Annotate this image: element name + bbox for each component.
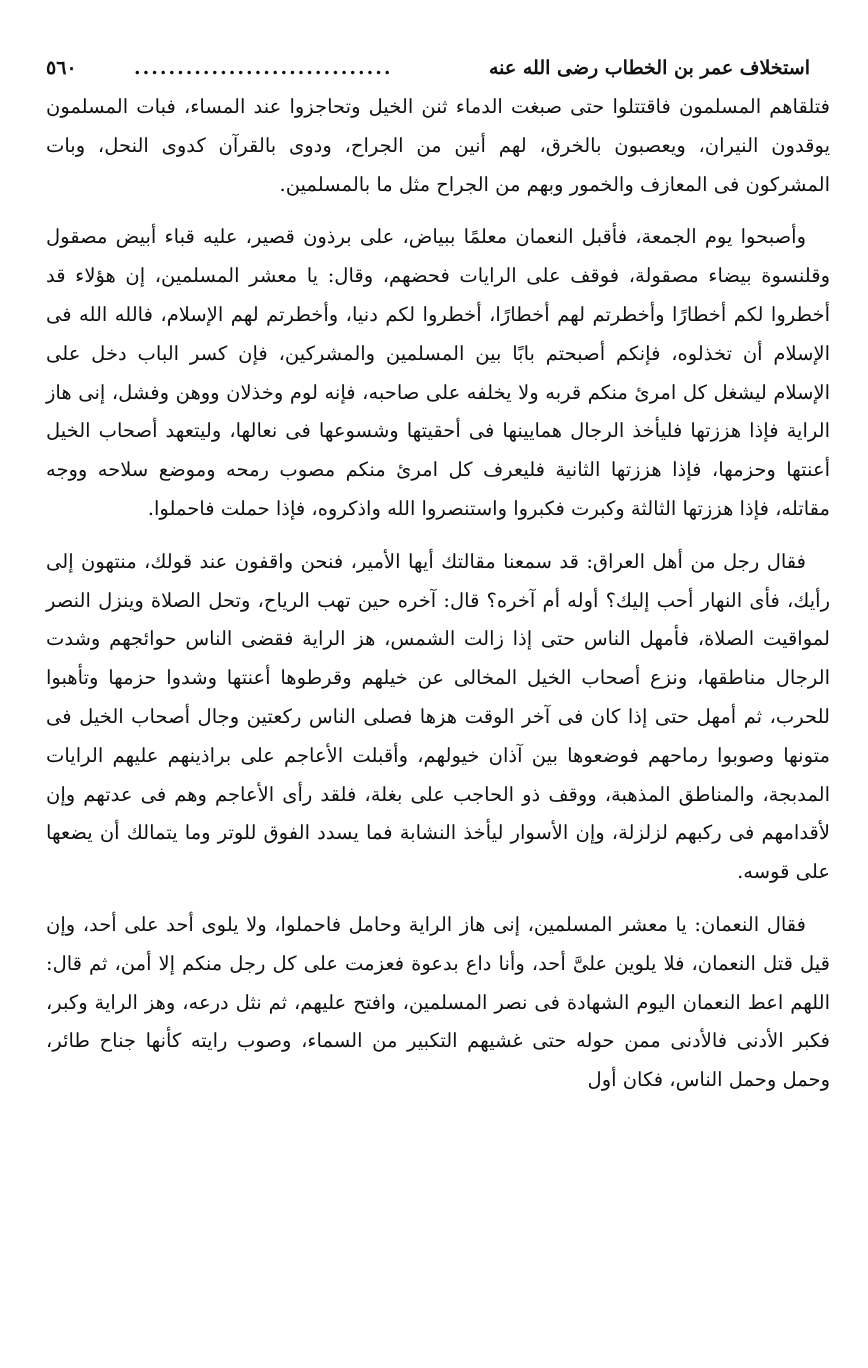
body-text xyxy=(46,88,830,1100)
chapter-title: استخلاف عمر بن الخطاب رضى الله عنه xyxy=(488,57,810,79)
paragraph-3: فقال رجل من أهل العراق: قد سمعنا مقالتك أيها الأمير، فنحن واقفون عند قولك، منتهون إلى رأيك، فأى النهار أحب إليك؟ أوله أم آخره؟ قال: آخره حين تهب الرياح، وتحل الصلاة وينزل النصر لمواقيت الصلاة، فأمهل الناس حتى إذا زالت الشمس، هز الراية فقضى الناس حوائجهم وشدت الرجال مناطقها، ونزع أصحاب الخيل المخالى عن خيلهم وقرطوها أعنتها وشدوا حزمها وتأهبوا للحرب، ثم أمهل حتى إذا كان فى آخر الوقت هزها فصلى الناس ركعتين وجال أصحاب الخيل فى متونها وصوبوا رماحهم فوضعوها بين آذان خيولهم، وأقبلت الأعاجم على براذينهم عليهم الرايات المدبجة، والمناطق المذهبة، ووقف ذو الحاجب على بغلة، فلقد رأى الأعاجم وهم فى عدتهم وإن لأقدامهم فى ركبهم لزلزلة، وإن الأسوار ليأخذ النشابة فما يسدد الفوق للوتر وما يتمالك أن يضعها على قوسه. xyxy=(46,549,830,884)
paragraph-1: فتلقاهم المسلمون فاقتتلوا حتى صبغت الدماء ثنن الخيل وتحاجزوا عند المساء، فبات المسلمون يوقدون النيران، ويعصبون بالخرق، لهم أنين من الجراح، ودوى بالقرآن كدوى النحل، وبات المشركون فى المعازف والخمور وبهم من الجراح مثل ما بالمسلمين. xyxy=(46,95,830,196)
running-header xyxy=(46,48,830,88)
paragraph-4: فقال النعمان: يا معشر المسلمين، إنى هاز الراية وحامل فاحملوا، ولا يلوى أحد على أحد، وإن قيل قتل النعمان، فلا يلوين علىَّ أحد، وأنا داع بدعوة فعزمت على كل رجل منكم إلا أمن، ثم قال: اللهم اعط النعمان اليوم الشهادة فى نصر المسلمين، وافتح عليهم، ثم نثل درعه، وهز الراية وكبر، فكبر الأدنى فالأدنى ممن حوله حتى غشيهم التكبير من السماء، وصوب رايته كأنها جناح طائر، وحمل وحمل الناس، فكان أول xyxy=(46,912,830,1092)
paragraph-2: وأصبحوا يوم الجمعة، فأقبل النعمان معلمًا ببياض، على برذون قصير، عليه قباء أبيض مصقول وقلنسوة بيضاء مصقولة، فوقف على الرايات فحضهم، وقال: يا معشر المسلمين، إن هؤلاء قد أخطروا لكم أخطارًا وأخطرتم لهم أخطارًا، أخطروا لكم دنيا، وأخطرتم لهم الإسلام، فالله الله فى الإسلام أن تخذلوه، فإنكم أصبحتم بابًا بين المسلمين والمشركين، فإن كسر الباب دخل على الإسلام ليشغل كل امرئ منكم قربه ولا يخلفه على صاحبه، فإنه لوم وخذلان ووهن وفشل، إنى هاز الراية فإذا هززتها فليأخذ الرجال همايينها فى أحقيتها وشسوعها فى نعالها، وليتعهد أصحاب الخيل أعنتها وحزمها، فإذا هززتها الثانية فليعرف كل امرئ منكم مصوب رمحه وموضع سلاحه ووجه مقاتله، فإذا هززتها الثالثة وكبرت فكبروا واستنصروا الله واذكروه، فإذا حملت فاحملوا. xyxy=(46,225,830,520)
page-number: ٥٦٠ xyxy=(46,57,77,79)
header-leader-dots: .............................. xyxy=(134,57,393,79)
book-page xyxy=(46,48,830,1114)
